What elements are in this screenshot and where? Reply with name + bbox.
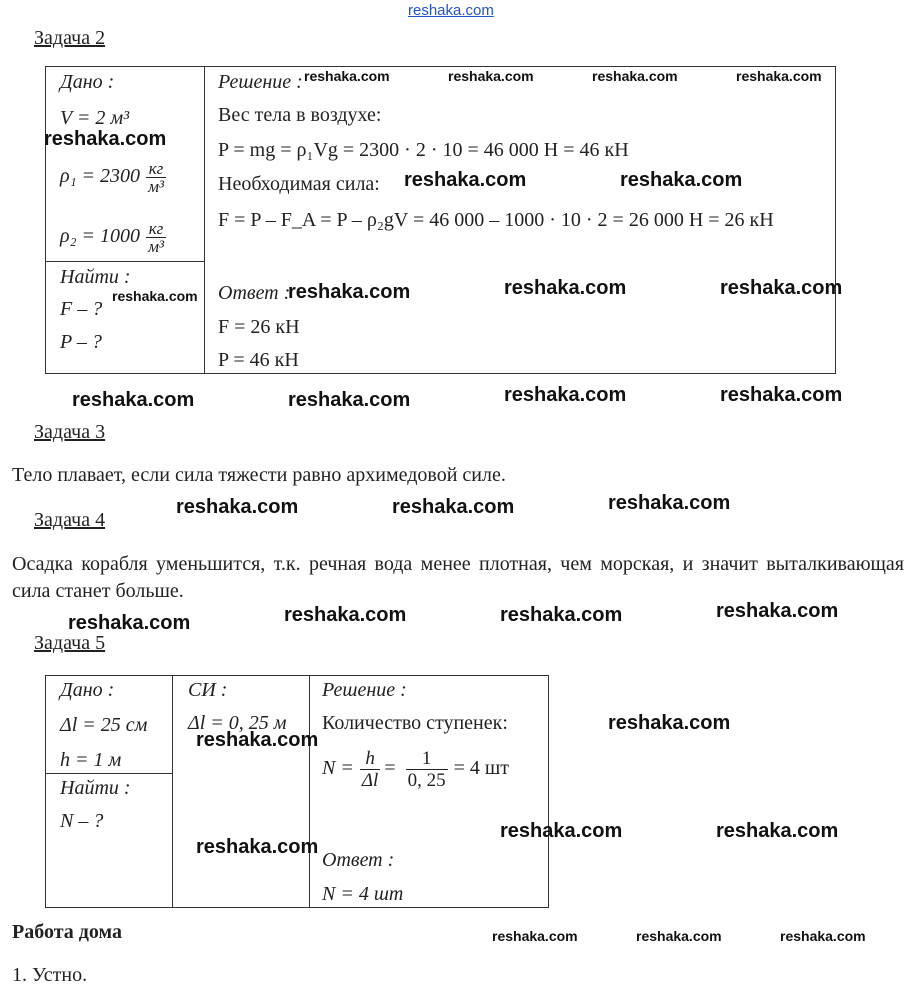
table5-border-right	[548, 675, 549, 908]
weight-formula: P = mg = ρ₁Vg = 2300 · 2 · 10 = 46 000 Н = 46 кН	[218, 139, 629, 161]
task5-title: Задача 5	[34, 632, 106, 654]
watermark: reshaka.com	[288, 389, 411, 411]
watermark: reshaka.com	[304, 68, 390, 84]
watermark: reshaka.com	[500, 604, 623, 626]
given-volume: V = 2 м³	[60, 107, 130, 129]
si-label: СИ :	[188, 679, 228, 701]
site-link[interactable]: reshaka.com	[408, 2, 494, 19]
watermark: reshaka.com	[716, 820, 839, 842]
formula-rhs: = 4 шт	[453, 757, 509, 780]
answer-label: Ответ :	[218, 282, 291, 304]
watermark: reshaka.com	[196, 836, 319, 858]
watermark: reshaka.com	[288, 281, 411, 303]
watermark: reshaka.com	[44, 128, 167, 150]
watermark: reshaka.com	[608, 712, 731, 734]
task2-title: Задача 2	[34, 27, 106, 49]
density-2-unit: $\frac{кг}{\text{м³}}$	[148, 219, 165, 256]
answer5-N: N = 4 шт	[322, 883, 404, 905]
table-border-bottom	[45, 373, 835, 374]
given-density-1	[60, 160, 166, 195]
fraction-h-dl: $\frac{h}{\Delta l}$	[361, 748, 379, 791]
watermark: reshaka.com	[500, 820, 623, 842]
given-find-divider	[45, 261, 205, 262]
watermark: reshaka.com	[196, 729, 319, 751]
watermark: reshaka.com	[620, 169, 743, 191]
table-border-top	[45, 66, 835, 67]
force-label: Необходимая сила:	[218, 173, 380, 195]
table5-border-left	[45, 675, 46, 908]
given5-label: Дано :	[60, 679, 115, 701]
table5-border-top	[45, 675, 549, 676]
watermark: reshaka.com	[392, 496, 515, 518]
task3-title: Задача 3	[34, 421, 106, 443]
si-dl: Δl = 0, 25 м	[188, 712, 287, 734]
table5-divider-1	[172, 675, 173, 908]
watermark: reshaka.com	[592, 68, 678, 84]
given5-h: h = 1 м	[60, 749, 122, 771]
answer5-label: Ответ :	[322, 849, 395, 871]
find-force: F – ?	[60, 298, 103, 320]
steps-formula: N = $\frac{h}{\Delta l}$ = $\frac{1}{0, 25}$ = 4 шт	[322, 748, 509, 791]
watermark: reshaka.com	[72, 389, 195, 411]
find5-N: N – ?	[60, 810, 104, 832]
fraction-1-025: $\frac{1}{0, 25}$	[407, 748, 446, 791]
watermark: reshaka.com	[608, 492, 731, 514]
task3-text: Тело плавает, если сила тяжести равно архимедовой силе.	[12, 464, 506, 486]
solution-label: Решение :	[218, 71, 303, 93]
table5-border-bottom	[45, 907, 549, 908]
given-density-2	[60, 220, 166, 255]
watermark: reshaka.com	[720, 384, 843, 406]
weight-label: Вес тела в воздухе:	[218, 104, 382, 126]
given5-dl: Δl = 25 см	[60, 714, 148, 736]
watermark: reshaka.com	[720, 277, 843, 299]
given-find-divider-5	[45, 773, 173, 774]
watermark: reshaka.com	[404, 169, 527, 191]
table-border-left	[45, 66, 46, 374]
answer-weight: P = 46 кН	[218, 349, 299, 371]
given-label: Дано :	[60, 71, 115, 93]
watermark: reshaka.com	[284, 604, 407, 626]
force-formula: F = P – F_A = P – ρ₂gV = 46 000 – 1000 · 10 · 2 = 26 000 Н = 26 кН	[218, 209, 774, 231]
find5-label: Найти :	[60, 777, 131, 799]
homework-title: Работа дома	[12, 921, 122, 943]
density-1-text: ρ₁ = 2300	[60, 165, 141, 188]
watermark: reshaka.com	[68, 612, 191, 634]
watermark: reshaka.com	[504, 277, 627, 299]
watermark: reshaka.com	[112, 288, 198, 304]
watermark: reshaka.com	[636, 928, 722, 944]
solution5-label: Решение :	[322, 679, 407, 701]
density-1-unit: $\frac{кг}{\text{м³}}$	[148, 159, 165, 196]
watermark: reshaka.com	[736, 68, 822, 84]
formula-lhs: N =	[322, 757, 354, 780]
watermark: reshaka.com	[716, 600, 839, 622]
watermark: reshaka.com	[504, 384, 627, 406]
table-border-right	[835, 66, 836, 374]
task4-text: Осадка корабля уменьшится, т.к. речная вода менее плотная, чем морская, и значит выталкивающая сила станет больше.	[12, 553, 904, 602]
watermark: reshaka.com	[492, 928, 578, 944]
table-divider	[204, 66, 205, 374]
steps-label: Количество ступенек:	[322, 712, 508, 734]
find-label: Найти :	[60, 266, 131, 288]
density-2-text: ρ₂ = 1000	[60, 225, 141, 248]
task4-title: Задача 4	[34, 509, 106, 531]
watermark: reshaka.com	[176, 496, 299, 518]
homework-item-1: 1. Устно.	[12, 964, 88, 986]
watermark: reshaka.com	[780, 928, 866, 944]
watermark: reshaka.com	[448, 68, 534, 84]
find-weight: P – ?	[60, 331, 102, 353]
answer-force: F = 26 кН	[218, 316, 300, 338]
table5-divider-2	[309, 675, 310, 908]
